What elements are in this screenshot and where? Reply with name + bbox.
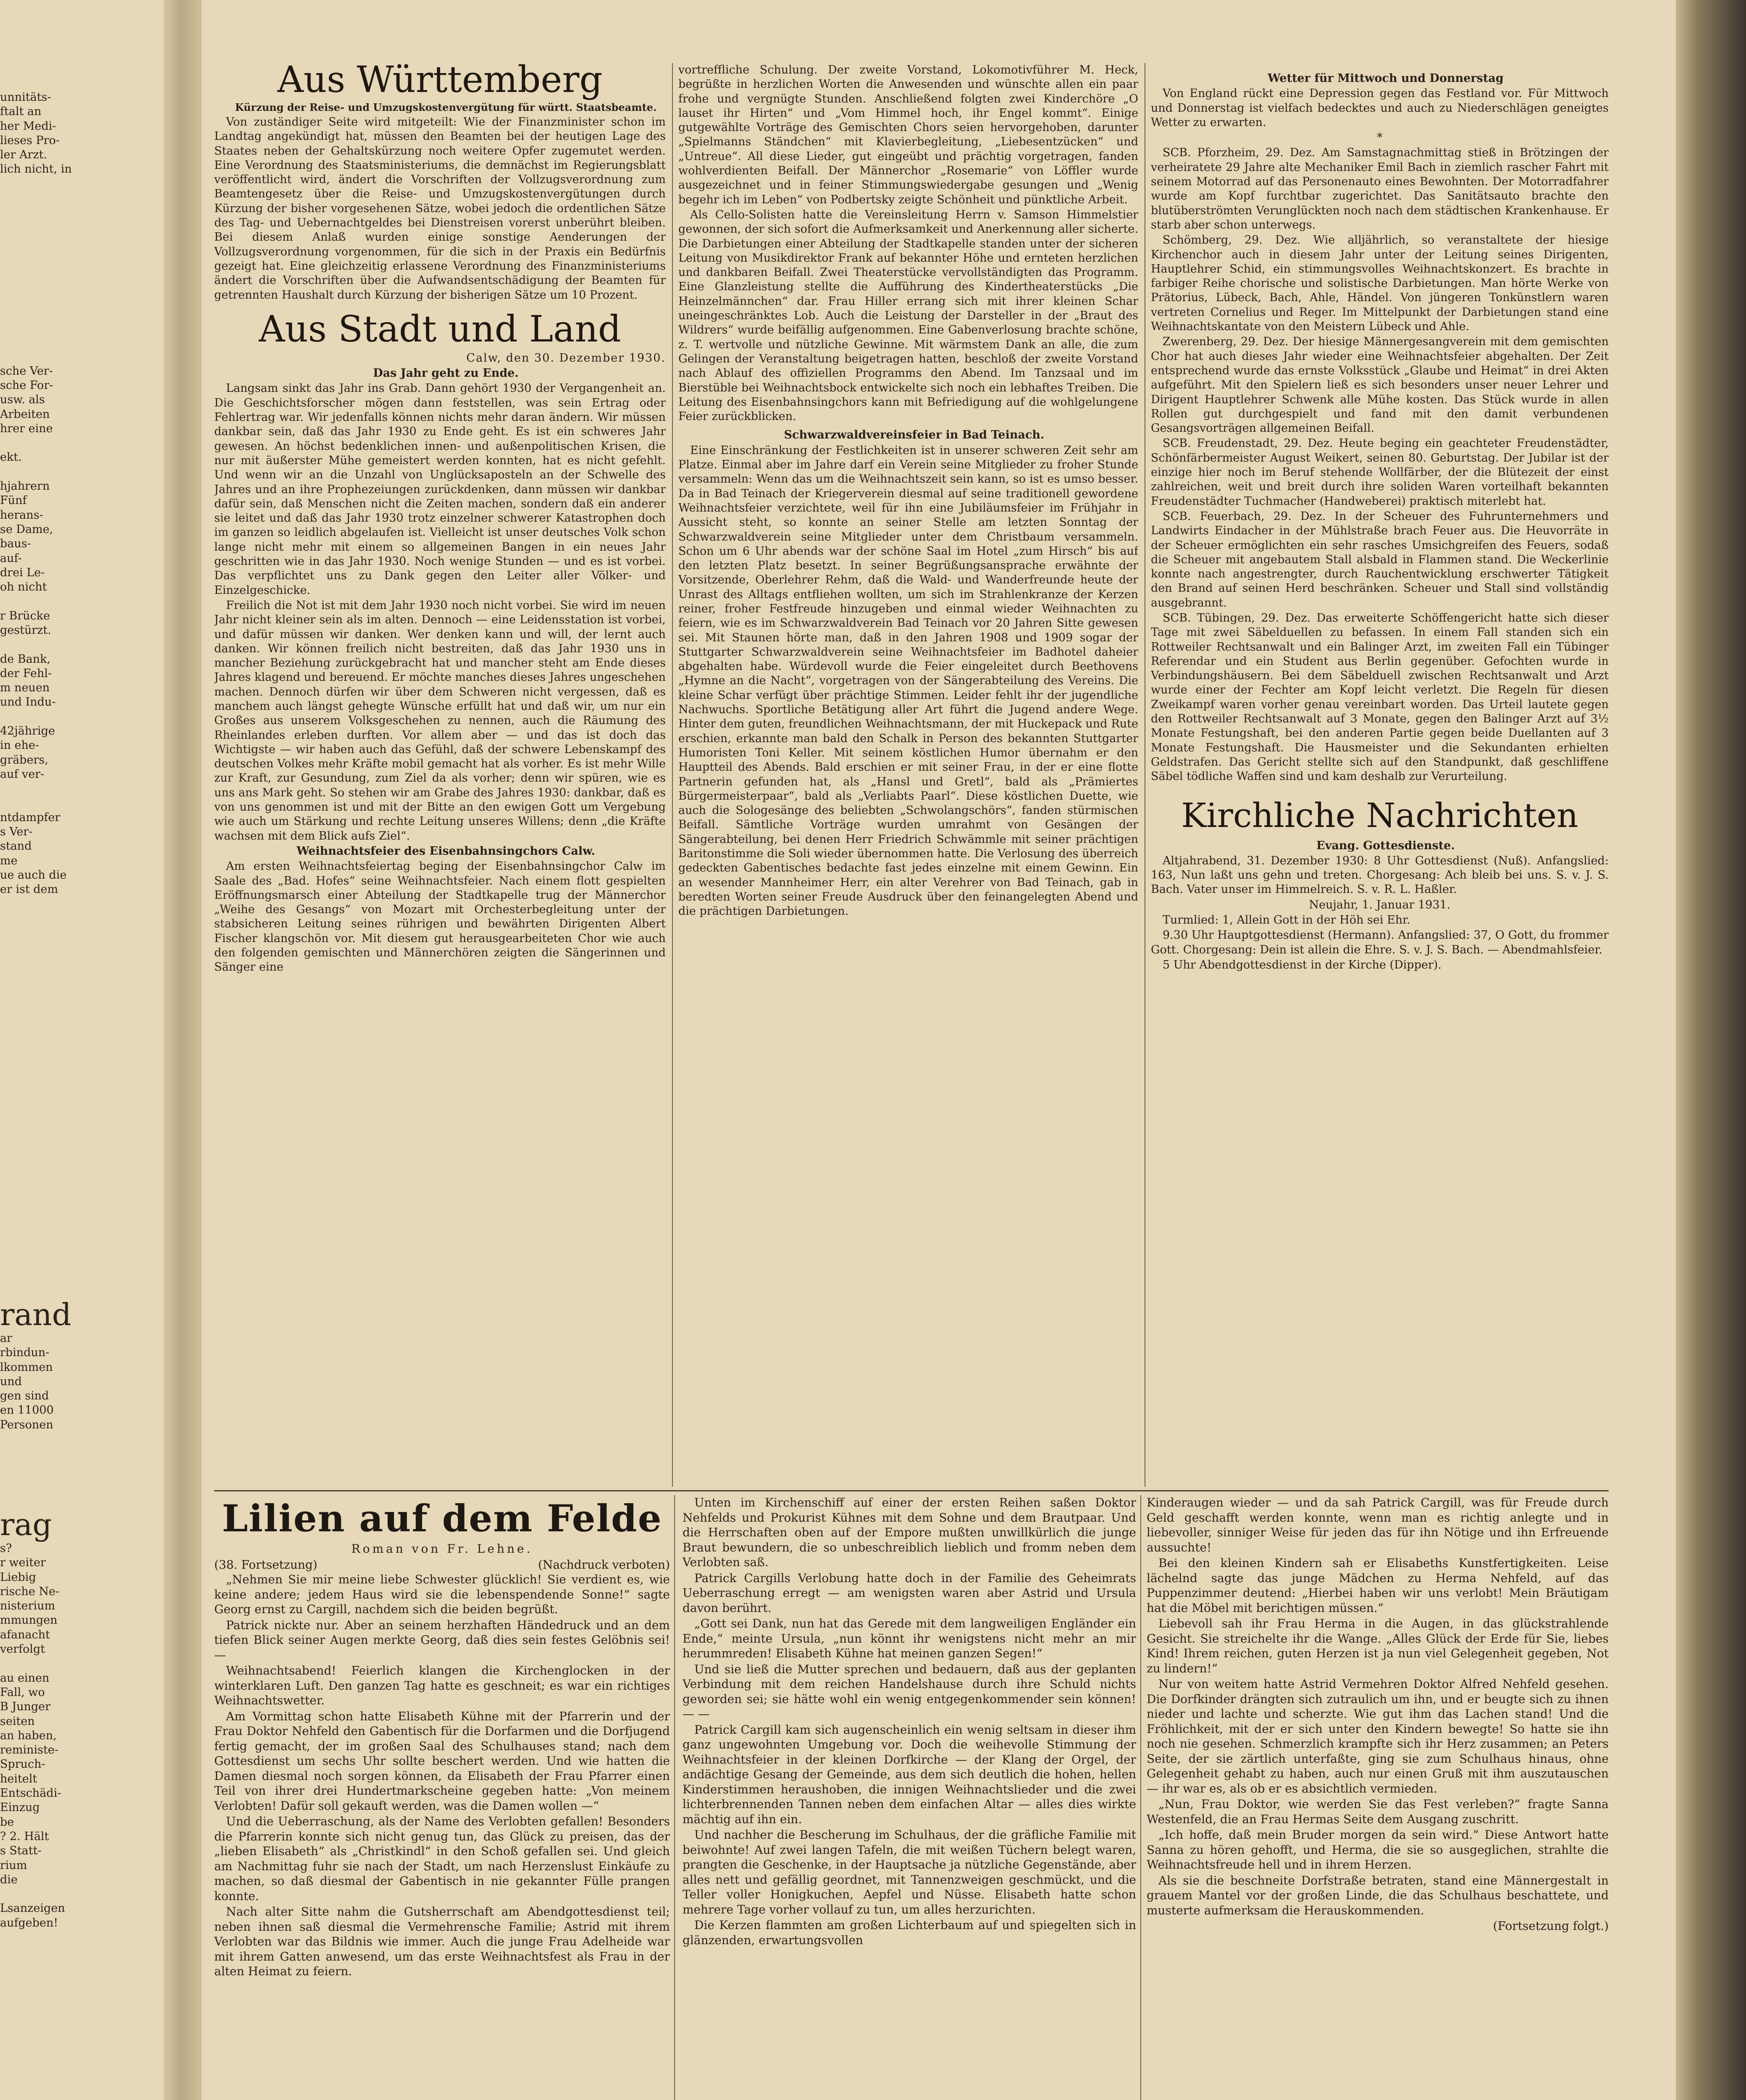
left-fragment-line: Personen — [0, 1418, 53, 1431]
left-fragment-line — [0, 177, 160, 191]
left-fragment-line: ue auch die — [0, 869, 67, 882]
article-paragraph: Von zuständiger Seite wird mitgeteilt: Wie der Finanzminister schon im Landtag angekündigt hat, müssen den Beamten bei der heutigen Lage des Staates neben der Gehaltskürzung noch weitere Opfer zugemutet werden. Eine Verordnung des Staatsministeriums, die demnächst im Regierungsblatt veröffentlicht wird, ändert die Vorschriften der Vollzugsverordnung zum Beamtengesetz über die Reise- und Umzugskostenvergütungen durch Kürzung der bisher vorgesehenen Sätze, wobei jedoch die ordentlichen Sätze des Tag- und Uebernachtgeldes bei Dienstreisen vorerst unberührt bleiben. Bei diesem Anlaß wurden einige sonstige Aenderungen der Vollzugsverordnung vorgenommen, für die sich in der Praxis ein Bedürfnis gezeigt hat. Eine gleichzeitig erlassene Verordnung des Finanzministeriums ändert die Vorschriften über die Aufwandsentschädigung der Beamten für getrennten Haushalt durch Kürzung der bisherigen Sätze um 10 Prozent. — [214, 116, 666, 302]
church-notice: Neujahr, 1. Januar 1931. — [1309, 898, 1451, 911]
section-heading-wuerttemberg: Aus Württemberg — [277, 59, 603, 101]
column-3 — [1151, 71, 1609, 1487]
left-fragment-line: die — [0, 1873, 18, 1886]
news-item: SCB. Pforzheim, 29. Dez. Am Samstagnachmittag stieß in Brötzingen der verheiratete 29 Jahre alte Mechaniker Emil Bach in ziemlich rascher Fahrt mit seinem Motorrad auf das Personenauto eines Bewohnten. Der Motorradfahrer wurde am Kopf furchtbar zugerichtet. Das Sanitätsauto brachte den blutüberströmten Verunglückten noch nach dem städtischen Krankenhause. Er starb aber schon unterwegs. — [1151, 146, 1609, 231]
left-fragment-line: s Statt- — [0, 1844, 42, 1858]
novel-paragraph: Und nachher die Bescherung im Schulhaus, der die gräfliche Familie mit beiwohnte! Auf zwei langen Tafeln, die mit weißen Tüchern belegt waren, prangten die Geschenke, in der Hauptsache ja nützliche Gegenstände, aber alles nett und gefällig geordnet, mit Tannenzweigen geschmückt, und die Teller voller Honigkuchen, Aepfel und Nüsse. Elisabeth hatte schon mehrere Tage vorher vollauf zu tun, um alles herzurichten. — [683, 1828, 1136, 1916]
left-fragment-line: r weiter — [0, 1556, 46, 1570]
article-subtitle: Weihnachtsfeier des Eisenbahnsingchors Calw. — [296, 844, 596, 858]
left-fragment-line: ftalt an — [0, 105, 42, 118]
novel-paragraph: „Nun, Frau Doktor, wie werden Sie das Fest verleben?“ fragte Sanna Westenfeld, die an Frau Hermas Seite dem Ausgang zuschritt. — [1147, 1797, 1609, 1826]
novel-paragraph: Und die Ueberraschung, als der Name des Verlobten gefallen! Besonders die Pfarrerin konnte sich nicht genug tun, das Glück zu preisen, das der „lieben Elisabeth“ als „Christkindl“ in den Schoß gefallen sei. Und gleich am Nachmittag fuhr sie nach der Stadt, um nach Herzenslust Einkäufe zu machen, so daß diesmal der Gabentisch in nie gekannter Fülle prangen konnte. — [214, 1814, 670, 1903]
left-fragment-line: me — [0, 854, 18, 867]
novel-title: Lilien auf dem Felde — [222, 1496, 662, 1540]
left-fragment-line: se Dame, — [0, 522, 53, 536]
left-fragment-line: en 11000 — [0, 1404, 54, 1417]
left-fragment-line: Arbeiten — [0, 407, 50, 421]
left-fragment-line: lkommen — [0, 1360, 53, 1374]
left-fragment-line: lich nicht, in — [0, 163, 72, 176]
reprint-notice: (Nachdruck verboten) — [538, 1557, 670, 1572]
left-fragment-line — [0, 249, 160, 263]
left-fragment-line: s Ver- — [0, 825, 33, 839]
article-subtitle: Das Jahr geht zu Ende. — [373, 367, 519, 380]
church-notice: Altjahrabend, 31. Dezember 1930: 8 Uhr Gottesdienst (Nuß). Anfangslied: 163, Nun laßt uns gehn und treten. Chorgesang: Ach bleib bei uns. S. v. J. S. Bach. Vater unser im Himmelreich. S. v. R. L. Haßler. — [1151, 854, 1609, 896]
novel-paragraph: Liebevoll sah ihr Frau Herma in die Augen, in das glückstrahlende Gesicht. Sie streichelte ihr die Wange. „Alles Glück der Erde für Sie, liebes Kind! Ihrem reichen, guten Herzen ist ja nun viel Gelegenheit gegeben, Not zu lindern!“ — [1147, 1617, 1609, 1675]
left-fragment-line: an haben, — [0, 1729, 57, 1742]
left-fragment-line: 42jährige — [0, 724, 55, 738]
novel-paragraph: Unten im Kirchenschiff auf einer der ersten Reihen saßen Doktor Nehfelds und Prokurist Kühnes mit dem Sohne und dem Brautpaar. Und die Herrschaften oben auf der Empore mußten unwillkürlich die junge Braut bewundern, die so unbeschreiblich lieblich und fromm neben dem Verlobten saß. — [683, 1496, 1136, 1569]
column-rule — [672, 63, 673, 1487]
left-fragment-line: baus- — [0, 537, 31, 551]
article-paragraph: Am ersten Weihnachtsfeiertag beging der Eisenbahnsingchor Calw im Saale des „Bad. Hofes“ seine Weihnachtsfeier. Nach einem flott gespielten Eröffnungsmarsch einer Abteilung der Stadtkapelle trug der Männerchor „Weihe des Gesangs“ von Mozart mit Orchesterbegleitung unter der stabsicheren Leitung seines rührigen und bewährten Dirigenten Albert Fischer klangschön vor. Mit diesem gut herausgearbeiteten Chor wie auch den folgenden gemischten und Männerchören zeigten die Sängerinnen und Sänger eine — [214, 860, 666, 974]
left-fragment-line: de Bank, — [0, 652, 51, 666]
left-fragment-line: gestürzt. — [0, 623, 51, 637]
left-fragment-line: gen sind — [0, 1389, 49, 1403]
left-fragment-line: und — [0, 1375, 22, 1388]
article-paragraph: Langsam sinkt das Jahr ins Grab. Dann gehört 1930 der Vergangenheit an. Die Geschichtsforscher mögen dann feststellen, was sein Ertrag oder Fehlertrag war. Wir jedenfalls können nichts mehr daran ändern. Wir müssen dankbar sein, daß das Jahr 1930 zu Ende geht. Es ist ein schweres Jahr gewesen. An höchst bedenklichen innen- und außenpolitischen Krisen, die nur mit äußerster Mühe gemeistert werden konnten, hat es nicht gefehlt. Und wenn wir an die Unzahl von Unglücksaposteln an der Schwelle des Jahres und an ihre Prophezeiungen zurückdenken, dann müssen wir dankbar dafür sein, daß Menschen nicht die Zeiten machen, sondern daß ein anderer sie leitet und daß das Jahr 1930 trotz einzelner schwerer Katastrophen doch im ganzen so leidlich abgelaufen ist. Vielleicht ist unser deutsches Volk schon lange nicht mehr mit einem so allgemeinen Bangen in ein neues Jahr geschritten wie in das Jahr 1930. Noch wenige Stunden — und es ist vorbei. Das verpflichtet uns zu Dank gegen den Leiter aller Völker- und Einzelgeschicke. — [214, 382, 666, 597]
left-fragment-line — [0, 191, 160, 205]
article-paragraph: vortreffliche Schulung. Der zweite Vorstand, Lokomotivführer M. Heck, begrüßte in herzlichen Worten die Anwesenden und wünschte allen ein paar frohe und vergnügte Stunden. Anschließend folgten zwei Kinderchöre „O lauset ihr Hirten“ und „Vom Himmel hoch, ihr Engel kommt“. Einige gutgewählte Vorträge des Gemischten Chors seien hervorgehoben, darunter „Spielmanns Ständchen“ mit Klavierbegleitung, „Liebesentzücken“ und „Untreue“. All diese Lieder, gut eingeübt und prächtig vorgetragen, fanden wohlverdienten Beifall. Der Männerchor „Rosemarie“ von Löffler wurde ausgezeichnet und in feiner Stimmungswiedergabe gesungen und „Wenig begehr ich im Leben“ von Podbertsky zeigte Schönheit und pünktliche Arbeit. — [678, 63, 1138, 206]
novel-installment: (38. Fortsetzung) — [214, 1557, 318, 1572]
left-fragment-line: der Fehl- — [0, 667, 52, 680]
novel-paragraph: Bei den kleinen Kindern sah er Elisabeths Kunstfertigkeiten. Leise lächelnd sagte das junge Mädchen zu Herma Nehfeld, auf das Puppenzimmer deutend: „Hierbei haben wir uns verlobt! Mein Bräutigam hat die Möbel mit berichtigen müssen.“ — [1147, 1556, 1609, 1615]
left-fragment-line — [0, 335, 160, 349]
left-fragment-line: Lsanzeigen — [0, 1902, 65, 1915]
news-item: SCB. Tübingen, 29. Dez. Das erweiterte Schöffengericht hatte sich dieser Tage mit zwei Säbelduellen zu befassen. In einem Fall standen sich ein Rottweiler Rechtsanwalt und ein Balinger Arzt, im zweiten Fall ein Tübinger Referendar und ein Student aus Berlin gegenüber. Gefochten wurde in Verbindungshäusern. Bei dem Säbelduell zwischen Rechtsanwalt und Arzt wurde einer der Fechter am Kopf leicht verletzt. Die Regeln für diesen Zweikampf waren vorher genau vereinbart worden. Das Urteil lautete gegen den Rottweiler Rechtsanwalt auf 3 Monate, gegen den Balinger Arzt auf 3½ Monate Festungshaft, bei den anderen Partie gegen beide Duellanten auf 3 Monate Festungshaft. Die Hausmeister und die Sekundanten erhielten Geldstrafen. Das Gericht stellte sich auf den Standpunkt, daß geschliffene Säbel tödliche Waffen sind und kam deshalb zur Verurteilung. — [1151, 611, 1609, 783]
left-fragment-line: unnitäts- — [0, 91, 51, 104]
novel-paragraph: Kinderaugen wieder — und da sah Patrick Cargill, was für Freude durch Geld geschafft werden konnte, wenn man es richtig anlegte und in liebevoller, sinniger Weise für jeden das für ihn Nötige und ihn Erfreuende aussuchte! — [1147, 1496, 1609, 1554]
column-1 — [214, 59, 666, 1483]
novel-paragraph: Nur von weitem hatte Astrid Vermehren Doktor Alfred Nehfeld gesehen. Die Dorfkinder drängten sich zutraulich um ihn, und er beugte sich zu ihnen nieder und lachte und scherzte. Wie gut ihm das Lachen stand! Und die Fröhlichkeit, mit der er sich unter den Kindern bewegte! So hatte sie ihn noch nie gesehen. Schmerzlich krampfte sich ihr Herz zusammen; an Peters Seite, der sie zärtlich unterfaßte, ging sie zum Schulhaus hinaus, ohne Gelegenheit gehabt zu haben, auch nur einen Gruß mit ihm auszutauschen — ihr war es, als ob er es absichtlich vermieden. — [1147, 1677, 1609, 1796]
left-fragment-line — [0, 594, 160, 609]
church-notice: Turmlied: 1, Allein Gott in der Höh sei Ehr. — [1163, 914, 1410, 927]
left-fragment-line — [0, 278, 160, 292]
novel-paragraph: Patrick nickte nur. Aber an seinem herzhaften Händedruck und an dem tiefen Blick seiner Augen merkte Georg, daß dies sein festes Gelöbnis sei! — — [214, 1618, 670, 1662]
novel-paragraph: Nach alter Sitte nahm die Gutsherrschaft am Abendgottesdienst teil; neben ihnen saß diesmal die Vermehrensche Familie; Astrid mit ihrem Verlobten war das Bildnis wie immer. Auch die junge Frau Adelheide war mit ihrem Gatten anwesend, um das erste Weihnachtsfest als Frau in der alten Heimat zu feiern. — [214, 1905, 670, 1978]
left-fragment-line: m neuen — [0, 681, 50, 695]
news-item: Schömberg, 29. Dez. Wie alljährlich, so veranstaltete der hiesige Kirchenchor auch in diesem Jahr unter der Leitung seines Dirigenten, Hauptlehrer Schid, ein stimmungsvolles Weihnachtskonzert. Es brachte in farbiger Reihe chorische und solistische Darbietungen. Man hörte Werke von Prätorius, Lübeck, Bach, Ahle, Händel. Von jüngeren Tonkünstlern waren vertreten Cornelius und Reger. Im Mittelpunkt der Darbietungen stand eine Weihnachtskantate von den Meistern Lübeck und Ahle. — [1151, 234, 1609, 333]
novel-paragraph: „Gott sei Dank, nun hat das Gerede mit dem langweiligen Engländer ein Ende,“ meinte Ursula, „nun könnt ihr wenigstens nicht mehr an mir herummreden! Elisabeth Kühne hat meinen ganzen Segen!“ — [683, 1617, 1136, 1660]
left-fragment-line: hrer eine — [0, 422, 53, 435]
news-item: SCB. Freudenstadt, 29. Dez. Heute beging ein geachteter Freudenstädter, Schönfärbermeister August Weikert, seinen 80. Geburtstag. Der Jubilar ist der einzige hier noch im Beruf stehende Wollfärber, der die Blütezeit der einst zahlreichen, weit und breit durch ihre soliden Waren vorteilhaft bekannten Freudenstädter Tuchmacher (Handweberei) praktisch miterlebt hat. — [1151, 437, 1609, 508]
left-fragment-line: und Indu- — [0, 696, 56, 709]
left-fragment-line — [0, 1656, 160, 1671]
left-fragment-line — [0, 782, 160, 796]
left-fragment-line: gräbers, — [0, 753, 48, 766]
column-2 — [678, 63, 1138, 1487]
article-subtitle: Schwarzwaldvereinsfeier in Bad Teinach. — [784, 428, 1045, 442]
novel-paragraph: „Ich hoffe, daß mein Bruder morgen da sein wird.“ Diese Antwort hatte Sanna zu hören gehofft, und Herma, die sie so ausgeglichen, strahlte die Weihnachtsfreude hell und in ihrem Herzen. — [1147, 1828, 1609, 1872]
left-fragment-line: sche Ver- — [0, 364, 53, 378]
left-fragment-line — [0, 796, 160, 811]
left-fragment-line: ? 2. Hält — [0, 1830, 49, 1843]
page-edge-shadow — [1676, 0, 1746, 2100]
separator-star: * — [1377, 131, 1383, 144]
dateline: Calw, den 30. Dezember 1930. — [466, 351, 666, 365]
left-fragment-line: lieses Pro- — [0, 134, 60, 147]
left-fragment-line: be — [0, 1815, 14, 1829]
left-fragment-heading: rand — [0, 1298, 71, 1332]
left-fragment-heading: rag — [0, 1508, 52, 1542]
left-fragment-line — [0, 220, 160, 234]
left-fragment-line: aufgeben! — [0, 1916, 58, 1929]
news-item: SCB. Feuerbach, 29. Dez. In der Scheuer des Fuhrunternehmers und Landwirts Eindacher in der Mühlstraße brach Feuer aus. Die Heuvorräte in der Scheuer ermöglichten ein sehr rasches Umsichgreifen des Feuers, sodaß die Scheuer mit angebautem Stall alsbald in Flammen stand. Die Weckerlinie konnte nach angestrengter, durch Rauchentwicklung erschwerter Tätigkeit den Brand auf seinen Herd beschränken. Scheuer und Stall sind vollständig ausgebrannt. — [1151, 509, 1609, 609]
left-fragment-line: Entschädi- — [0, 1787, 61, 1800]
left-fragment-line: s? — [0, 1542, 12, 1555]
left-fragment-line: auf- — [0, 551, 22, 565]
article-paragraph: Freilich die Not ist mit dem Jahr 1930 noch nicht vorbei. Sie wird im neuen Jahr nicht kleiner sein als im alten. Dennoch — eine Leidensstation ist vorbei, und dafür müssen wir danken. Wer denken kann und will, der lernt auch danken. Wir können freilich nicht bestreiten, daß das Jahr 1930 uns in mancher Beziehung zurückgebracht hat und mancher steht am Ende dieses Jahres klagend und bereuend. Er möchte manches dieses Jahres ungeschehen machen. Dennoch dürfen wir über dem Schweren nicht vergessen, daß es manchem auch längst gehegte Wünsche erfüllt hat und daß wir, um nur ein Großes aus unserem Volksgeschehen zu nennen, auch die Räumung des Rheinlandes erleben durften. Vor allem aber — und das ist doch das Wichtigste — wir haben auch das Gefühl, daß der schwere Lebenskampf des deutschen Volkes mehr Kräfte mobil gemacht hat als vorher. Es ist mehr Wille zur Kraft, zur Gesundung, zum Ziel da als vorher; denn wir spüren, wie es uns ans Mark geht. So stehen wir am Grabe des Jahres 1930: dankbar, daß es von uns genommen ist und mit der Bitte an den ewigen Gott um Vergebung wie auch um Stärkung und rechte Leitung unseres Willens; denn „die Kräfte wachsen mit dem Blick aufs Ziel“. — [214, 598, 666, 843]
left-fragment-line: herans- — [0, 508, 43, 522]
column-rule — [1140, 1495, 1141, 2100]
left-fragment-line: heitelt — [0, 1772, 37, 1785]
left-fragment-line: ar — [0, 1332, 13, 1345]
left-fragment-line: mmungen — [0, 1614, 58, 1627]
article-paragraph: Eine Einschränkung der Festlichkeiten ist in unserer schweren Zeit sehr am Platze. Einmal aber im Jahre darf ein Verein seine Mitglieder zu froher Stunde versammeln: Wenn das um die Weihnachtszeit sein kann, so ist es umso besser. Da in Bad Teinach der Kriegerverein diesmal auf seine traditionell gewordene Weihnachtsfeier verzichtete, weil für ihn eine Jubiläumsfeier im Frühjahr in Aussicht steht, so konnte an seiner Stelle am letzten Sonntag der Schwarzwaldverein seine Mitglieder unter dem Christbaum versammeln. Schon um 6 Uhr abends war der schöne Saal im Hotel „zum Hirsch“ bis auf den letzten Platz besetzt. In seiner Begrüßungsansprache erwähnte der Vorsitzende, Oberlehrer Rehm, daß die Wald- und Wanderfreunde heute der Unrast des Alltags entfliehen wollten, um sich im Strahlenkranze der Kerzen reiner, froher Festfreude hinzugeben und einmal wieder Weihnachten zu feiern, wie es im Schwarzwaldverein Bad Teinach vor 20 Jahren Sitte gewesen sei. Mit Staunen hörte man, daß in den Jahren 1908 und 1909 sogar der Stuttgarter Schwarzwaldverein seine Weihnachtsfeier im Badhotel daheier abgehalten habe. Würdevoll wurde die Feier eingeleitet durch Beethovens „Hymne an die Nacht“, vorgetragen von der Sängerabteilung des Vereins. Die kleine Schar verfügt über prächtige Stimmen. Leider fehlt ihr der jugendliche Nachwuchs. Sportliche Betätigung aller Art führt die Jugend andere Wege. Hinter dem guten, freundlichen Weihnachtsmann, der mit Huckepack und Rute erschien, erkannte man bald den Schalk in Person des bekannten Stuttgarter Humoristen Toni Keller. Mit seinem köstlichen Humor übernahm er den Hauptteil des Abends. Bald erschien er mit seiner Frau, in der er eine flotte Partnerin gefunden hat, als „Hansl und Gretl“, bald als „Prämiertes Bürgermeisterpaar“, bald als „Verliabts Paarl“. Diese köstlichen Duette, wie auch die Sologesänge des beliebten „Schwolangschörs“, fanden stürmischen Beifall. Sämtliche Vorträge wurden umrahmt von Gesängen der Sängerabteilung, bei denen Herr Friedrich Schwämmle mit seiner prächtigen Baritonstimme die Soli wieder übernommen hatte. Die Verlosung des überreich gedeckten Gabentisches bedachte fast jedes einzelne mit einem Gewinn. Ein an wesender Mannheimer Herr, ein alter Verehrer von Bad Teinach, gab in beredten Worten seiner Freude Ausdruck über den feinangelegten Abend und die prächtigen Darbietungen. — [678, 444, 1138, 918]
left-fragment-line: au einen — [0, 1671, 50, 1685]
weather-heading: Wetter für Mittwoch und Donnerstag — [1268, 72, 1504, 85]
left-fragment-line: afanacht — [0, 1628, 50, 1641]
church-notice: 9.30 Uhr Hauptgottesdienst (Hermann). Anfangslied: 37, O Gott, du frommer Gott. Chorgesang: Dein ist allein die Ehre. S. v. J. S. Bach. — Abendmahlsfeier. — [1151, 929, 1609, 956]
left-fragment-line: in ehe- — [0, 739, 39, 752]
novel-column-3 — [1147, 1495, 1609, 2100]
novel-paragraph: Patrick Cargill kam sich augenscheinlich ein wenig seltsam in dieser ihm ganz ungewohnten Umgebung vor. Doch die weihevolle Stimmung der Weihnachtsfeier in der kleinen Dorfkirche — der Klang der Orgel, der andächtige Gesang der Gemeinde, aus dem sich deutlich die hohen, hellen Kinderstimmen heraushoben, die innigen Weihnachtslieder und die zwei lichterbrennenden Tannen neben dem einfachen Altar — alles dies wirkte mächtig auf ihn ein. — [683, 1722, 1136, 1826]
left-fragment-line: sche For- — [0, 378, 53, 392]
left-fragment-line: Einzug — [0, 1801, 40, 1814]
left-fragment-line: reministe- — [0, 1743, 58, 1757]
left-fragment-line — [0, 710, 160, 724]
left-fragment-line — [0, 638, 160, 652]
left-fragment-line — [0, 292, 160, 306]
left-fragment-line: Fünf — [0, 494, 27, 507]
left-fragment-line: er ist dem — [0, 883, 58, 896]
left-fragment-column-1 — [0, 90, 160, 897]
left-fragment-line: B Junger — [0, 1700, 51, 1714]
left-fragment-line: Liebig — [0, 1570, 36, 1584]
novel-paragraph: Die Kerzen flammten am großen Lichterbaum auf und spiegelten sich in glänzenden, erwartungsvollen — [683, 1918, 1136, 1947]
left-fragment-column-2 — [0, 1298, 160, 1432]
to-be-continued: (Fortsetzung folgt.) — [1493, 1919, 1609, 1933]
left-fragment-line: stand — [0, 840, 32, 853]
left-fragment-line: Spruch- — [0, 1758, 45, 1771]
page-gutter — [164, 0, 202, 2100]
left-fragment-line: auf ver- — [0, 767, 45, 781]
novel-paragraph: Und sie ließ die Mutter sprechen und bedauern, daß aus der geplanten Verbindung mit dem reichen Handelshause durch ihre Schuld nichts geworden sei; sie hätte wohl ein wenig entgegenkommender sein können! — — — [683, 1662, 1136, 1721]
weather-paragraph: Von England rückt eine Depression gegen das Festland vor. Für Mittwoch und Donnerstag ist vielfach bedecktes und auch zu Niederschlägen geneigtes Wetter zu erwarten. — [1151, 87, 1609, 129]
left-fragment-line: ntdampfer — [0, 811, 60, 824]
left-fragment-line: Fall, wo — [0, 1685, 45, 1699]
left-fragment-line — [0, 465, 160, 479]
left-fragment-line — [0, 321, 160, 335]
left-fragment-line — [0, 349, 160, 364]
left-fragment-line: nisterium — [0, 1599, 55, 1613]
horizontal-rule — [214, 1490, 1609, 1491]
left-fragment-line: hjahrern — [0, 480, 50, 493]
left-fragment-line: usw. als — [0, 393, 45, 407]
left-fragment-line: verfolgt — [0, 1643, 45, 1656]
novel-column-2 — [683, 1495, 1136, 2100]
church-notice: 5 Uhr Abendgottesdienst in der Kirche (Dipper). — [1163, 958, 1442, 971]
novel-meta-row — [214, 1557, 670, 1572]
left-fragment-line — [0, 436, 160, 450]
novel-paragraph: Am Vormittag schon hatte Elisabeth Kühne mit der Pfarrerin und der Frau Doktor Nehfeld den Gabentisch für die Dorfarmen und die Dorfjugend fertig gemacht, der im großen Saal des Schulhauses stand; nach dem Gottesdienst um sechs Uhr sollte beschert werden. Und wie hatten die Damen diesmal noch sorgen können, da Elisabeth der Frau Pfarrer einen Teil von ihrer drei Hundertmarkscheine gegeben hatte: „Von meinem Verlobten! Dafür soll gekauft werden, was die Damen wollen —“ — [214, 1709, 670, 1813]
section-heading-kirchliche: Kirchliche Nachrichten — [1181, 795, 1578, 835]
novel-paragraph: Weihnachtsabend! Feierlich klangen die Kirchenglocken in der winterklaren Luft. Den ganzen Tag hatte es geschneit; es war ein richtiges Weihnachtswetter. — [214, 1664, 670, 1707]
column-rule — [674, 1495, 675, 2100]
novel-paragraph: „Nehmen Sie mir meine liebe Schwester glücklich! Sie verdient es, wie keine andere; jedem Haus wird sie die lebenspendende Sonne!“ sagte Georg ernst zu Cargill, nachdem sich die beiden begrüßt. — [214, 1572, 670, 1616]
left-fragment-line — [0, 306, 160, 320]
left-fragment-line: rbindun- — [0, 1346, 50, 1360]
left-fragment-line: rische Ne- — [0, 1585, 60, 1598]
novel-paragraph: Patrick Cargills Verlobung hatte doch in der Familie des Geheimrats Ueberraschung erregt — am wenigsten waren aber Astrid und Ursula davon berührt. — [683, 1571, 1136, 1615]
left-fragment-line — [0, 205, 160, 220]
left-fragment-column-3 — [0, 1508, 160, 1930]
novel-byline: Roman von Fr. Lehne. — [351, 1542, 533, 1556]
left-fragment-line — [0, 1887, 160, 1901]
novel-column-1 — [214, 1495, 670, 2100]
section-heading-stadt-land: Aus Stadt und Land — [259, 308, 621, 350]
left-fragment-line — [0, 263, 160, 278]
left-fragment-line: her Medi- — [0, 119, 56, 133]
left-fragment-line: seiten — [0, 1714, 35, 1728]
left-fragment-line — [0, 234, 160, 249]
left-fragment-line: ekt. — [0, 451, 22, 464]
article-subtitle: Kürzung der Reise- und Umzugskostenvergütung für württ. Staatsbeamte. — [235, 101, 657, 113]
novel-paragraph: Als sie die beschneite Dorfstraße betraten, stand eine Männergestalt in grauem Mantel vor der großen Linde, die das Schulhaus beschattete, und musterte aufmerksam die Herauskommenden. — [1147, 1873, 1609, 1917]
article-subtitle: Evang. Gottesdienste. — [1316, 839, 1455, 852]
left-fragment-line: ler Arzt. — [0, 148, 47, 162]
left-fragment-line: drei Le- — [0, 566, 45, 579]
left-fragment-line: r Brücke — [0, 609, 50, 622]
news-item: Zwerenberg, 29. Dez. Der hiesige Männergesangverein mit dem gemischten Chor hat auch dieses Jahr wieder eine Weihnachtsfeier abgehalten. Der Zeit entsprechend wurde das ernste Volksstück „Glaube und Heimat“ in drei Akten aufgeführt. Mit den Spielern ließ es sich besonders unser neuer Lehrer und Dirigent Hauptlehrer Schwenk alle Mühe kosten. Das Stück wurde in allen Rollen gut durchgespielt und fand mit den damit verbundenen Gesangsvorträgen allgemeinen Beifall. — [1151, 335, 1609, 435]
left-fragment-line: oh nicht — [0, 580, 47, 594]
left-fragment-line: rium — [0, 1858, 27, 1872]
article-paragraph: Als Cello-Solisten hatte die Vereinsleitung Herrn v. Samson Himmelstier gewonnen, der sich sofort die Aufmerksamkeit und Anerkennung aller sicherte. Die Darbietungen einer Abteilung der Stadtkapelle standen unter der sicheren Leitung von Musikdirektor Frank auf bekannter Höhe und ernteten herzlichen und dankbaren Beifall. Zwei Theaterstücke vervollständigten das Programm. Eine Glanzleistung stellte die Aufführung des Kindertheaterstücks „Die Heinzelmännchen“ dar. Frau Hiller errang sich mit ihrer kleinen Schar uneingeschränktes Lob. Auch die Leistung der Darsteller in der „Braut des Wildrers“ wurde beifällig aufgenommen. Eine Gabenverlosung brachte schöne, z. T. wertvolle und nützliche Gewinne. Mit wärmstem Dank an alle, die zum Gelingen der Veranstaltung beigetragen hatten, beschloß der zweite Vorstand nach Ablauf des offiziellen Programms den Abend. Im Tanzsaal und im Bierstüble bei Weihnachtsbock entwickelte sich noch ein lebhaftes Treiben. Die Leitung des Eisenbahnsingchors kann mit Befriedigung auf die wohlgelungene Feier zurückblicken. — [678, 208, 1138, 423]
